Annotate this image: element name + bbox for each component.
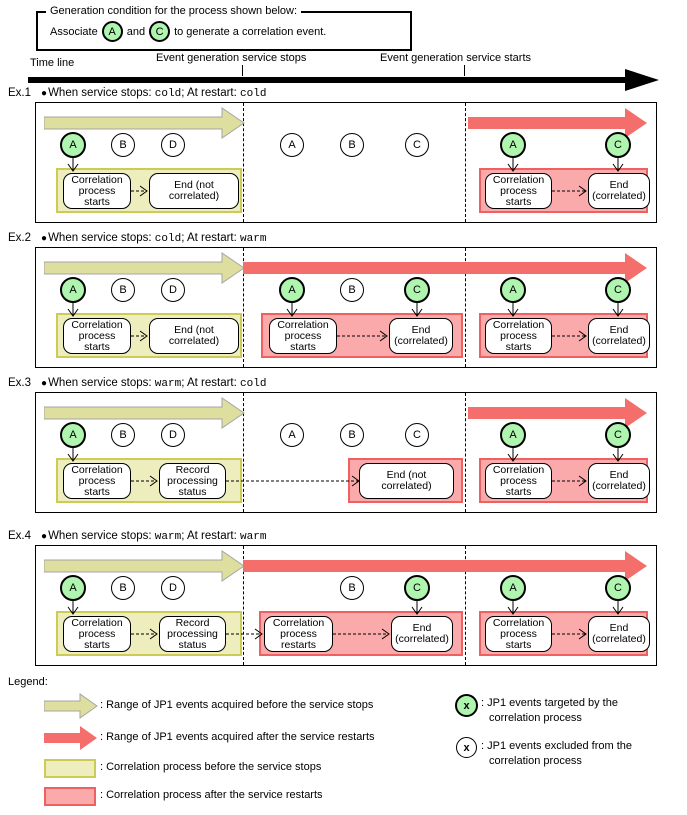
legend-after-arrow-icon <box>44 725 98 751</box>
condition-restart-text: ; At restart: <box>181 377 241 389</box>
condition-when-text: When service stops: <box>48 530 155 542</box>
condition-when-text: When service stops: <box>48 377 155 389</box>
restart-mode-value: cold <box>240 378 267 390</box>
legend-excluded-event-icon: x <box>456 737 477 758</box>
condition-and-text: and <box>126 25 146 38</box>
event-circle-targeted: A <box>279 277 305 303</box>
event-circle-targeted: C <box>605 575 631 601</box>
event-circle-targeted: C <box>404 575 430 601</box>
event-a-badge: A <box>102 21 123 42</box>
dashed-flow-arrow <box>552 475 588 487</box>
process-box: Correlation process starts <box>485 616 552 652</box>
process-box: End (not correlated) <box>149 173 239 209</box>
example-3-heading <box>8 377 266 391</box>
condition-title: Generation condition for the process shown below: <box>46 5 301 17</box>
event-circle-targeted: A <box>60 422 86 448</box>
event-circle-excluded: C <box>405 423 429 447</box>
event-circle-excluded: B <box>340 423 364 447</box>
process-box: End (correlated) <box>588 616 650 652</box>
event-circle-targeted: A <box>500 422 526 448</box>
event-circle-targeted: A <box>500 575 526 601</box>
legend-targeted-event-label-line1: : JP1 events targeted by the <box>481 697 618 709</box>
event-circle-targeted: C <box>605 422 631 448</box>
condition-restart-text: ; At restart: <box>181 530 241 542</box>
legend-excluded-event-label-line2: correlation process <box>489 755 582 767</box>
event-down-arrow <box>66 301 80 318</box>
process-box: Record processing status <box>159 616 226 652</box>
process-box: Correlation process starts <box>269 318 337 354</box>
event-circle-excluded: B <box>340 133 364 157</box>
event-circle-excluded: D <box>161 133 185 157</box>
event-circle-excluded: A <box>280 423 304 447</box>
condition-restart-text: ; At restart: <box>181 87 241 99</box>
event-down-arrow <box>611 599 625 616</box>
service-stops-label: Event generation service stops <box>156 52 307 64</box>
legend-after-arrow-label: : Range of JP1 events acquired after the service restarts <box>100 731 375 743</box>
legend-after-strip-label: : Correlation process after the service restarts <box>100 789 323 801</box>
event-circle-targeted: A <box>500 277 526 303</box>
dashed-flow-arrow <box>552 628 588 640</box>
event-circle-excluded: B <box>340 278 364 302</box>
legend-before-arrow-icon <box>44 693 98 719</box>
event-down-arrow <box>506 156 520 173</box>
event-circle-targeted: C <box>605 132 631 158</box>
bullet-icon: ● <box>41 531 48 542</box>
dashed-flow-arrow <box>552 330 588 342</box>
event-down-arrow <box>66 156 80 173</box>
stop-mode-value: warm <box>154 531 182 543</box>
dashed-flow-arrow <box>131 330 149 342</box>
event-circle-excluded: A <box>280 133 304 157</box>
dashed-flow-arrow <box>333 628 391 640</box>
legend-targeted-event-label-line2: correlation process <box>489 712 582 724</box>
event-down-arrow <box>611 446 625 463</box>
example-id: Ex.1 <box>8 87 32 99</box>
process-box: Correlation process starts <box>63 318 131 354</box>
legend-title: Legend: <box>8 676 48 688</box>
example-2-diagram <box>35 247 657 368</box>
dashed-flow-arrow <box>131 185 149 197</box>
service-starts-label: Event generation service starts <box>380 52 532 64</box>
legend-before-strip-label: : Correlation process before the service stops <box>100 761 322 773</box>
event-circle-excluded: B <box>111 133 135 157</box>
restart-mode-value: cold <box>240 88 267 100</box>
process-box: End (correlated) <box>588 318 650 354</box>
dashed-flow-arrow <box>131 475 159 487</box>
event-down-arrow <box>66 599 80 616</box>
process-box: Record processing status <box>159 463 226 499</box>
dashed-flow-arrow <box>226 475 361 487</box>
dashed-flow-arrow <box>337 330 389 342</box>
event-circle-excluded: B <box>111 576 135 600</box>
event-circle-excluded: D <box>161 423 185 447</box>
condition-when-text: When service stops: <box>48 87 155 99</box>
example-id: Ex.4 <box>8 530 32 542</box>
event-down-arrow <box>611 301 625 318</box>
process-box: End (correlated) <box>588 463 650 499</box>
event-circle-excluded: D <box>161 278 185 302</box>
bullet-icon: ● <box>41 378 48 389</box>
process-box: Correlation process starts <box>485 463 552 499</box>
process-box: End (correlated) <box>588 173 650 209</box>
legend-after-strip-icon <box>44 787 96 806</box>
event-down-arrow <box>506 301 520 318</box>
example-4-heading <box>8 530 266 544</box>
process-box: End (not correlated) <box>149 318 239 354</box>
event-down-arrow <box>611 156 625 173</box>
stop-mode-value: cold <box>154 233 182 245</box>
range-after-restart-arrow <box>243 550 649 582</box>
generation-condition-box <box>36 5 412 51</box>
example-1-heading <box>8 87 266 101</box>
condition-statement <box>50 21 410 42</box>
process-box: Correlation process starts <box>63 463 131 499</box>
range-after-restart-arrow <box>243 252 649 284</box>
event-down-arrow <box>506 599 520 616</box>
event-circle-targeted: A <box>60 575 86 601</box>
bullet-icon: ● <box>41 233 48 244</box>
service-starts-divider <box>465 393 466 512</box>
stop-mode-value: warm <box>154 378 182 390</box>
event-circle-targeted: A <box>60 277 86 303</box>
process-box: End (correlated) <box>389 318 453 354</box>
condition-restart-text: ; At restart: <box>181 232 241 244</box>
event-circle-excluded: D <box>161 576 185 600</box>
example-id: Ex.2 <box>8 232 32 244</box>
event-down-arrow <box>506 446 520 463</box>
timeline-label: Time line <box>30 57 75 69</box>
legend-before-arrow-label: : Range of JP1 events acquired before the service stops <box>100 699 374 711</box>
legend-excluded-event-label-line1: : JP1 events excluded from the <box>481 740 633 752</box>
dashed-flow-arrow <box>131 628 159 640</box>
event-circle-targeted: C <box>404 277 430 303</box>
process-box: Correlation process starts <box>485 318 552 354</box>
condition-when-text: When service stops: <box>48 232 155 244</box>
restart-mode-value: warm <box>240 531 267 543</box>
event-down-arrow <box>410 599 424 616</box>
example-4-diagram <box>35 545 657 666</box>
condition-associate-text: Associate <box>50 25 98 38</box>
example-1-diagram <box>35 102 657 223</box>
event-circle-excluded: B <box>111 423 135 447</box>
event-down-arrow <box>66 446 80 463</box>
example-id: Ex.3 <box>8 377 32 389</box>
restart-mode-value: warm <box>240 233 267 245</box>
dashed-flow-arrow <box>226 628 264 640</box>
event-circle-excluded: B <box>111 278 135 302</box>
process-box: Correlation process starts <box>485 173 552 209</box>
event-circle-excluded: C <box>405 133 429 157</box>
event-c-badge: C <box>149 21 170 42</box>
process-box: Correlation process starts <box>63 173 131 209</box>
service-starts-divider <box>465 103 466 222</box>
event-circle-targeted: A <box>500 132 526 158</box>
process-box: Correlation process starts <box>63 616 131 652</box>
event-down-arrow <box>410 301 424 318</box>
process-box: End (correlated) <box>391 616 453 652</box>
example-2-heading <box>8 232 266 246</box>
process-box: End (not correlated) <box>359 463 454 499</box>
bullet-icon: ● <box>41 88 48 99</box>
dashed-flow-arrow <box>552 185 588 197</box>
condition-suffix-text: to generate a correlation event. <box>174 25 327 38</box>
legend-before-strip-icon <box>44 759 96 778</box>
stop-mode-value: cold <box>154 88 182 100</box>
legend-targeted-event-icon: x <box>455 694 478 717</box>
event-down-arrow <box>285 301 299 318</box>
event-circle-targeted: C <box>605 277 631 303</box>
event-circle-targeted: A <box>60 132 86 158</box>
process-box: Correlation process restarts <box>264 616 333 652</box>
example-3-diagram <box>35 392 657 513</box>
event-circle-excluded: B <box>340 576 364 600</box>
